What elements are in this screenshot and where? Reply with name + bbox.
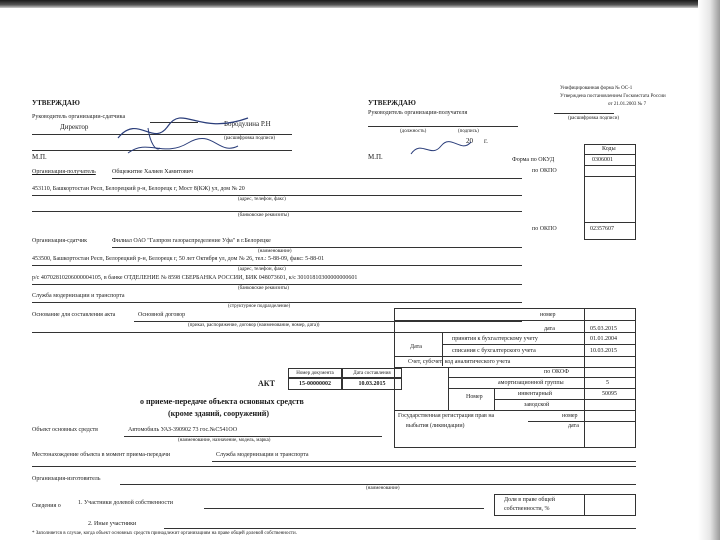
approval-left-mp: М.П. [32, 153, 47, 161]
state-reg-label: Государственная регистрация прав на [398, 413, 495, 419]
approval-right-title: УТВЕРЖДАЮ [368, 99, 416, 107]
basis-value: Основной договор [138, 312, 186, 318]
dates-okof-label: по ОКОФ [544, 369, 570, 375]
approval-right-role: Руководитель организации-получателя [368, 110, 468, 116]
dates-removed-label: списания с бухгалтерского учета [452, 348, 536, 354]
receiver-bank-caption: (банковские реквизиты) [238, 213, 289, 218]
approval-left-name: Бородулина Р.Н [224, 120, 271, 128]
receiver-label: Организация-получатель [32, 169, 96, 175]
dates-label: Дата [410, 344, 422, 350]
sender-name-caption: (наименование) [258, 249, 292, 254]
okpo2-value: 02357607 [590, 226, 614, 232]
sender-label: Организация-сдатчик [32, 238, 88, 244]
receiver-address: 453110, Башкортостан Респ, Белорецкий р-н, Белорецк г, Мост 8(КЖ) ул, дом № 20 [32, 186, 245, 192]
object-label: Объект основных средств [32, 427, 98, 433]
footnote: * Заполняется в случае, когда объект основных средств принадлежит организациям на праве общей долевой собственности. [32, 531, 297, 536]
approval-left-title: УТВЕРЖДАЮ [32, 99, 80, 107]
approval-right-signature-caption: (подпись) [458, 129, 479, 134]
share-label1: Доля в праве общей [504, 497, 555, 503]
dates-amort-label: амортизационной группы [498, 380, 564, 386]
receiver-address-caption: (адрес, телефон, факс) [238, 197, 286, 202]
object-value: Автомобиль УАЗ-390902 73 гос.№С541ОО [128, 427, 238, 433]
basis-date-value: 05.03.2015 [590, 326, 617, 332]
location-label: Местонахождение объекта в момент приема-передачи [32, 452, 171, 458]
ownership-item1: 1. Участники долевой собственности [78, 500, 173, 506]
sender-unit: Служба модернизации и транспорта [32, 293, 125, 299]
scan-right-shadow [698, 0, 720, 540]
dates-accepted-label: принятия к бухгалтерскому учету [452, 336, 538, 342]
approval-right-mp: М.П. [368, 153, 383, 161]
approval-right-position-caption: (должность) [400, 129, 427, 134]
dates-inv-value: 50095 [602, 391, 617, 397]
approval-left-role: Руководитель организации-сдатчика [32, 114, 126, 120]
document-page [28, 16, 700, 536]
object-caption: (наименование, назначение, модель, марка) [178, 438, 271, 443]
state-reg-date-label: дата [568, 423, 579, 429]
act-label: АКТ [258, 379, 275, 388]
okpo-label: по ОКПО [532, 168, 557, 174]
approval-left-caption: (расшифровка подписи) [224, 136, 276, 141]
receiver-name: Общежитие Халиев Хамитович [112, 169, 193, 175]
dates-number-label: Номер [466, 394, 483, 400]
form-header-line1: Унифицированная форма № ОС-1 [560, 86, 633, 91]
share-label2: собственности, % [504, 506, 550, 512]
director-signature [108, 108, 258, 168]
doc-num-value: 15-00000002 [288, 378, 342, 390]
sender-address: 453500, Башкортостан Респ, Белорецкий р-н, Белорецк г, 50 лет Октября ул, дом № 26, тел.: 5-88-09, факс: 5-88-01 [32, 256, 325, 262]
sender-unit-caption: (структурное подразделение) [228, 304, 291, 309]
receiver-signature [406, 134, 476, 164]
scan-top-shadow [0, 0, 720, 8]
form-header-line3: от 21.01.2003 № 7 [608, 102, 647, 107]
basis-number-label: номер [540, 312, 556, 318]
doc-date-value: 10.03.2015 [342, 378, 402, 390]
state-reg-disposal-label: выбытия (ликвидации) [406, 423, 465, 429]
sender-name: Филиал ОАО "Газпром газораспределение Уфа" в г.Белорецке [112, 238, 271, 244]
act-title2: (кроме зданий, сооружений) [168, 409, 270, 418]
ownership-item2: 2. Иные участники [88, 521, 137, 527]
approval-left-position: Директор [60, 123, 89, 131]
okpo2-label: по ОКПО [532, 226, 557, 232]
location-value: Служба модернизации и транспорта [216, 452, 309, 458]
form-header-line2: Утверждена постановлением Госкомстата России [560, 94, 666, 99]
sender-address-caption: (адрес, телефон, факс) [238, 267, 286, 272]
okud-value: 0306001 [592, 157, 613, 163]
doc-date-header: Дата составления [342, 368, 402, 378]
approval-right-year-suffix: г. [484, 137, 488, 145]
act-title1: о приеме-передаче объекта основных средств [140, 397, 304, 406]
basis-caption: (приказ, распоряжение, договор (наименование, номер, дата)) [188, 323, 320, 328]
dates-accepted-value: 01.01.2004 [590, 336, 617, 342]
dates-factory-label: заводской [524, 402, 550, 408]
okud-label: Форма по ОКУД [512, 157, 555, 163]
state-reg-number-label: номер [562, 413, 578, 419]
codes-label: Коды [602, 146, 616, 152]
basis-label: Основание для составления акта [32, 312, 116, 318]
basis-date-label: дата [544, 326, 555, 332]
doc-num-header: Номер документа [288, 368, 342, 378]
form-header-signature-caption: (расшифровка подписи) [568, 116, 620, 121]
ownership-info-label: Сведения о [32, 503, 61, 509]
maker-caption: (наименование) [366, 486, 400, 491]
sender-bank: р/с 40702810206000004105, в банке ОТДЕЛЕНИЕ № 8598 СБЕРБАНКА РОССИИ, БИК 048073601, к/с 30101810300000000601 [32, 275, 358, 281]
dates-inv-label: инвентарный [518, 391, 552, 397]
sender-bank-caption: (банковские реквизиты) [238, 286, 289, 291]
dates-amort-value: 5 [606, 380, 609, 386]
dates-account-label: Счет, субсчет, код аналитического учета [408, 359, 511, 365]
approval-right-year: 20 [466, 137, 473, 145]
maker-label: Организация-изготовитель [32, 476, 101, 482]
dates-removed-value: 10.03.2015 [590, 348, 617, 354]
